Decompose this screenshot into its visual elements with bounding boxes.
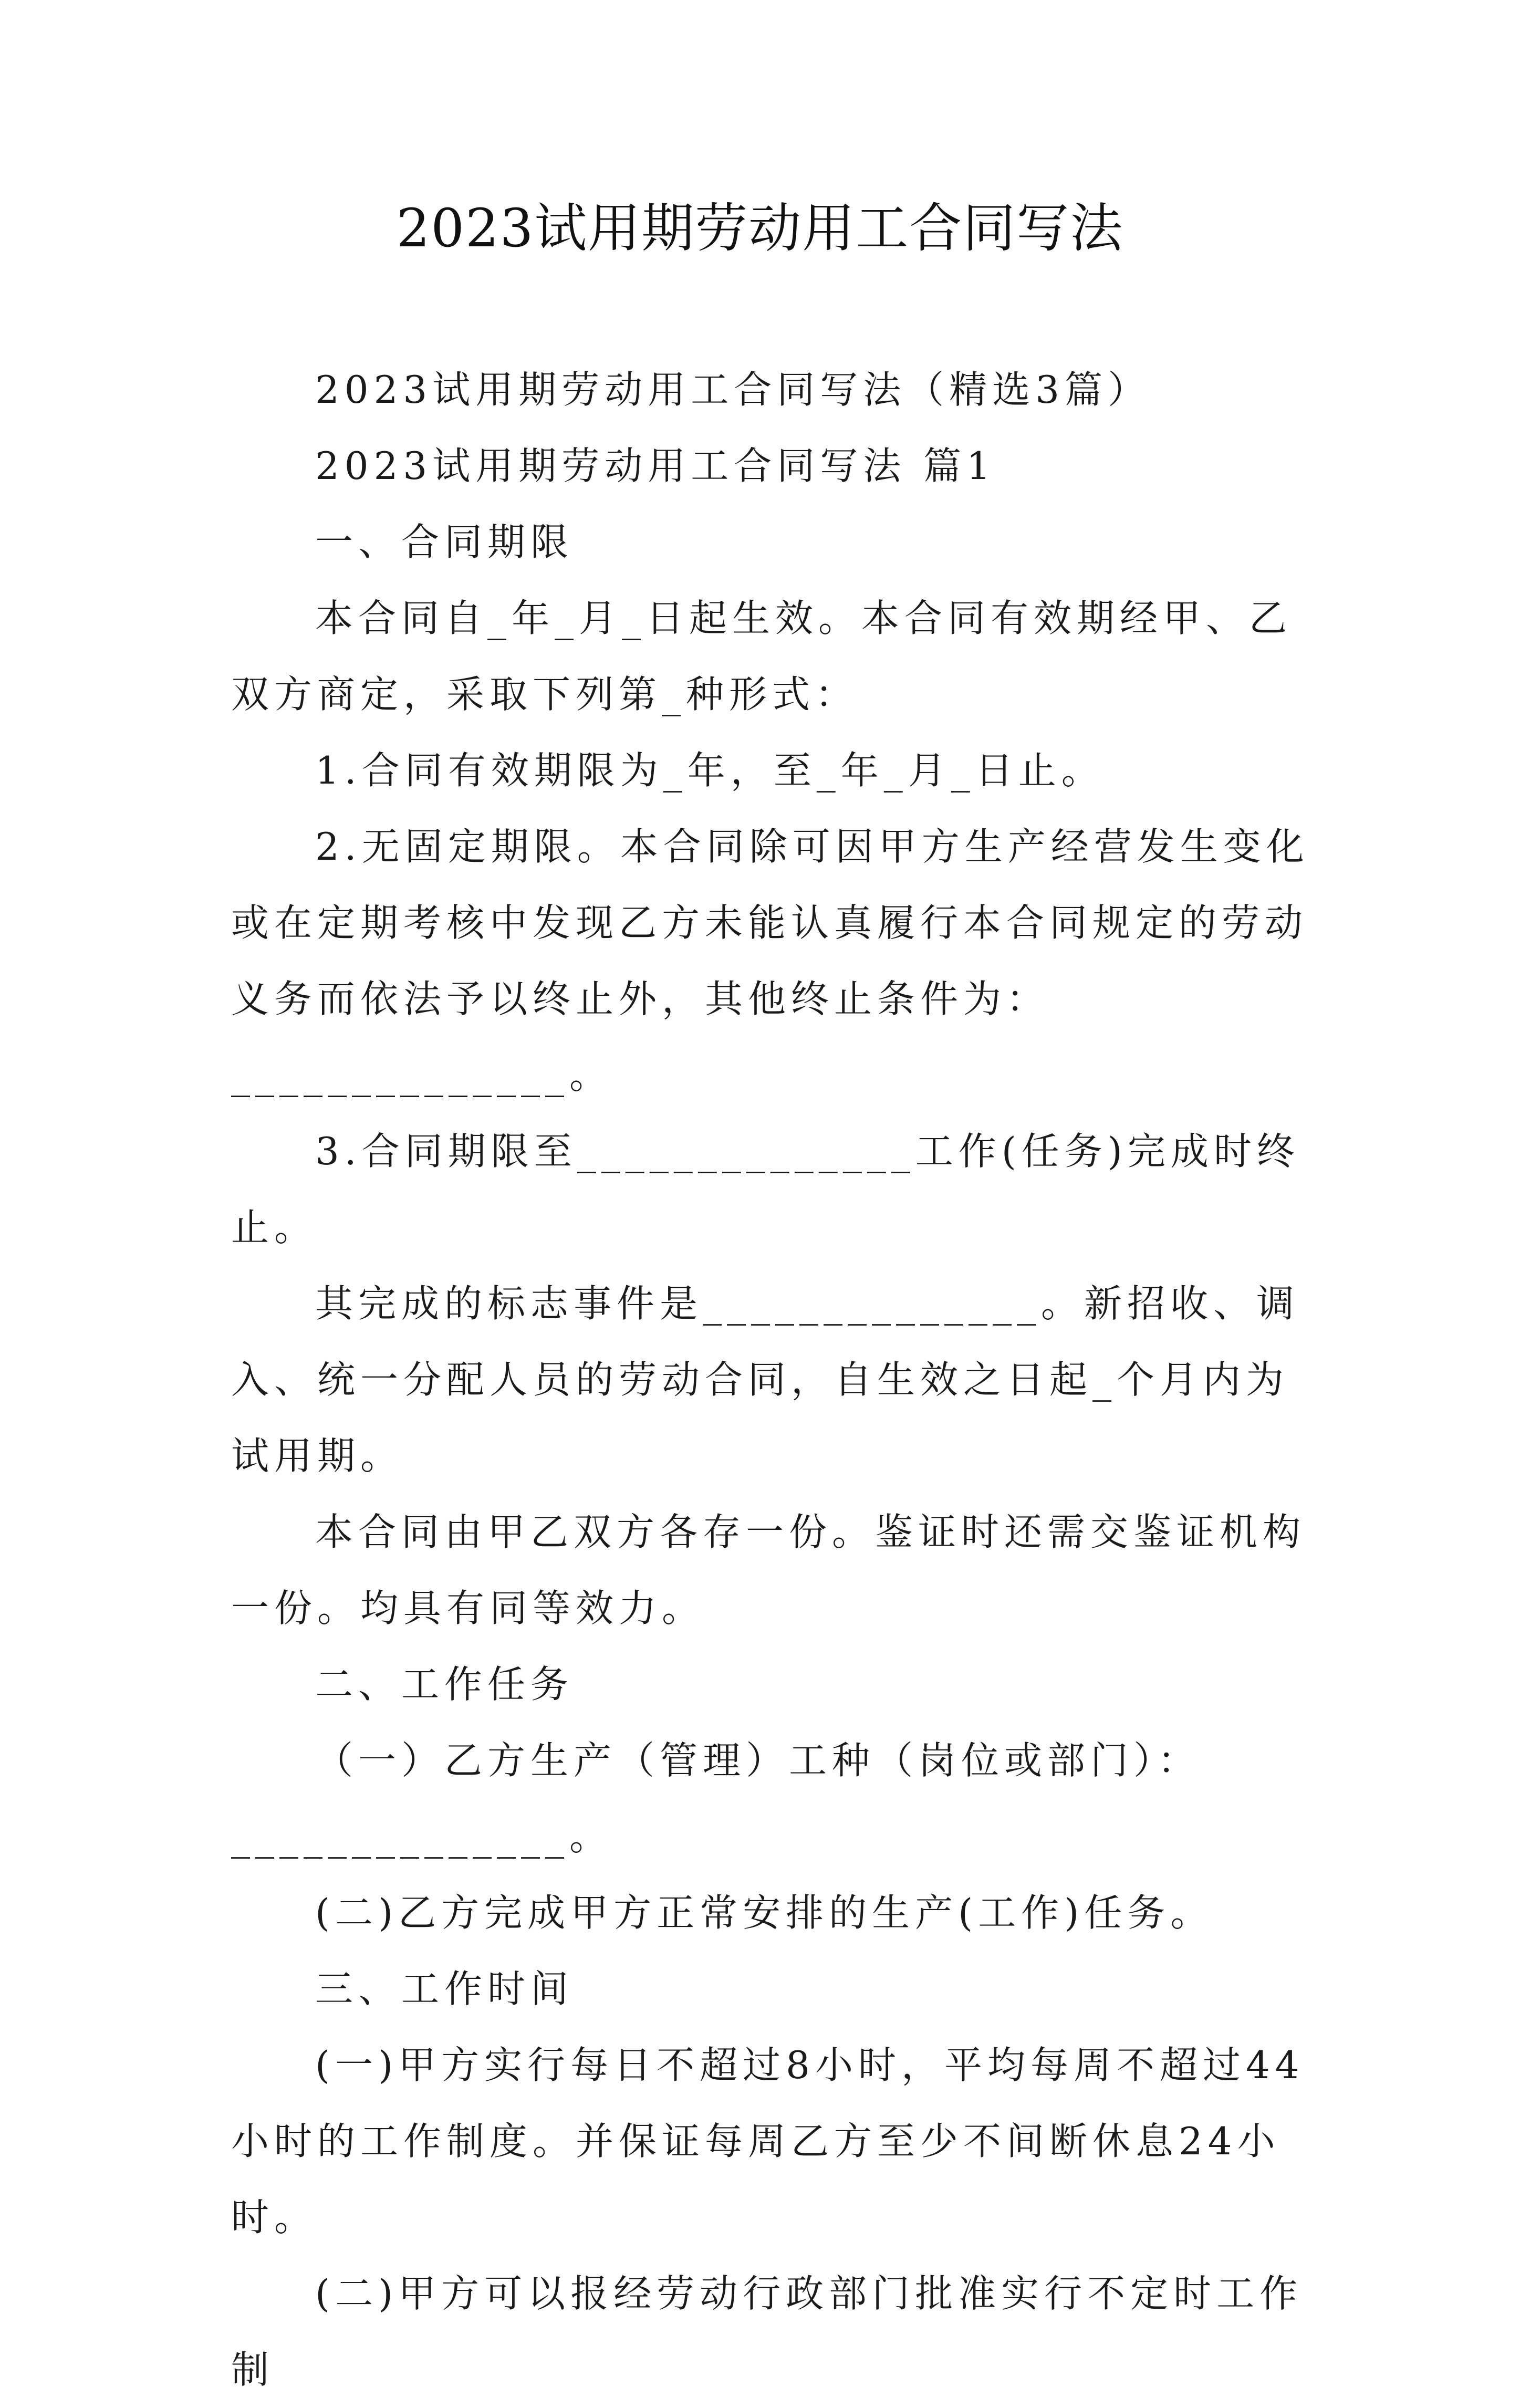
paragraph-subtitle: 2023试用期劳动用工合同写法（精选3篇）	[315, 368, 1151, 412]
paragraph-completion-event: 其完成的标志事件是______________。新招收、调入、统一分配人员的劳动合同，自生效之日起_个月内为试用期。	[231, 1281, 1300, 1478]
paragraph-copies: 本合同由甲乙双方各存一份。鉴证时还需交鉴证机构一份。均具有同等效力。	[231, 1510, 1306, 1630]
document-title: 2023试用期劳动用工合同写法	[396, 197, 1124, 259]
paragraph-heading-term: 一、合同期限	[315, 520, 574, 564]
paragraph-hours-2: (二)甲方可以报经劳动行政部门批准实行不定时工作制	[231, 2271, 1303, 2392]
paragraph-task-2: (二)乙方完成甲方正常安排的生产(工作)任务。	[315, 1891, 1214, 1935]
paragraph-heading-hours: 三、工作时间	[315, 1967, 574, 2011]
paragraph-effective-date: 本合同自_年_月_日起生效。本合同有效期经甲、乙双方商定，采取下列第_种形式：	[231, 596, 1293, 716]
document-body	[231, 352, 1324, 2408]
paragraph-item-2: 2.无固定期限。本合同除可因甲方生产经营发生变化或在定期考核中发现乙方未能认真履行本合同规定的劳动义务而依法予以终止外，其他终止条件为：______________。	[231, 825, 1309, 1097]
paragraph-heading-tasks: 二、工作任务	[315, 1662, 574, 1706]
paragraph-hours-1: (一)甲方实行每日不超过8小时，平均每周不超过44小时的工作制度。并保证每周乙方至少不间断休息24小时。	[231, 2043, 1305, 2239]
paragraph-item-3: 3.合同期限至______________工作(任务)完成时终止。	[231, 1129, 1300, 1249]
paragraph-item-1: 1.合同有效期限为_年，至_年_月_日止。	[315, 748, 1105, 793]
paragraph-task-1: （一）乙方生产（管理）工种（岗位或部门）：______________。	[231, 1738, 1201, 1859]
paragraph-section-heading: 2023试用期劳动用工合同写法 篇1	[315, 444, 996, 488]
